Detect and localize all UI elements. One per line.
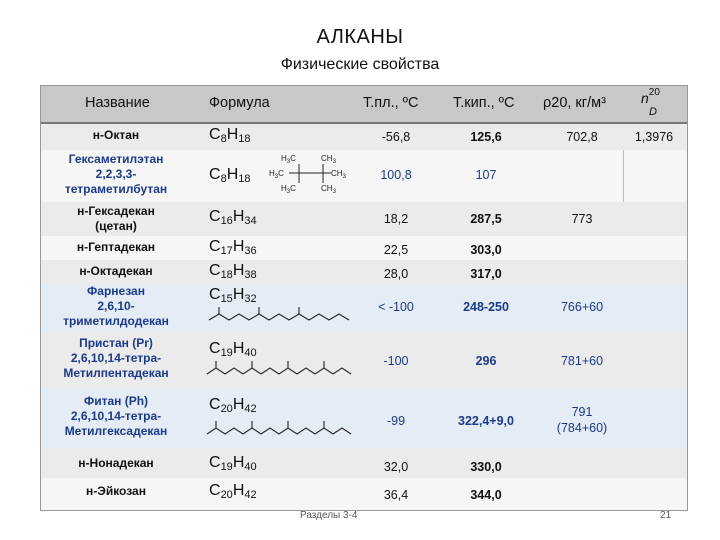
row-density-hexadecane: 773 (571, 212, 593, 226)
struct-label-h3c-1: $H_3C$ (281, 154, 296, 165)
row-name-eicosane: н-Эйкозан (86, 484, 146, 498)
header-refractive-index: $n^{20}$ D (641, 87, 660, 118)
header-formula: Формула (209, 95, 270, 111)
row-formula-nonadecane: $C_{19}H_{40}$ (209, 454, 257, 473)
header-density: ρ20, кг/м³ (543, 95, 606, 111)
row-bp-nonadecane: 330,0 (470, 460, 502, 474)
row-name-pristane: Пристан (Pr) 2,6,10,14-тетра- Метилпентадекан (63, 336, 169, 380)
header-name: Название (85, 95, 150, 111)
row-mp-heptadecane: 22,5 (383, 243, 409, 257)
farnesane-skeleton (207, 306, 353, 328)
hexamethylethane-structure (269, 152, 353, 194)
row-density-octane: 702,8 (566, 130, 598, 144)
row-name-octane: н-Октан (92, 128, 140, 142)
row-refr-octane: 1,3976 (634, 130, 674, 144)
page-number: 21 (660, 510, 672, 521)
row-density-phytane: 791 (784+60) (556, 405, 608, 435)
row-formula-hexamethylethane: $C_8H_{18}$ (209, 166, 251, 185)
row-mp-pristane: -100 (383, 354, 409, 368)
row-name-hexamethylethane: Гексаметилэтан 2,2,3,3- тетраметилбутан (64, 152, 168, 196)
row-bp-octane: 125,6 (470, 130, 502, 144)
row-mp-octane: -56,8 (381, 130, 411, 144)
struct-label-ch3-1: $CH_3$ (321, 154, 336, 165)
struct-label-h3c-3: $H_3C$ (281, 184, 296, 194)
slide-title: АЛКАНЫ (316, 26, 404, 48)
row-mp-nonadecane: 32,0 (383, 460, 409, 474)
pristane-skeleton (205, 360, 355, 382)
row-mp-farnesane: < -100 (378, 300, 414, 314)
header-melting-point: Т.пл., ºC (363, 95, 419, 111)
struct-label-h3c-2: $H_3C$ (269, 169, 284, 180)
row-formula-heptadecane: $C_{17}H_{36}$ (209, 238, 257, 257)
row-bp-octadecane: 317,0 (470, 267, 502, 281)
row-mp-eicosane: 36,4 (383, 488, 409, 502)
row-bp-hexadecane: 287,5 (470, 212, 502, 226)
refr-cell-divider (623, 150, 624, 202)
row-bp-eicosane: 344,0 (470, 488, 502, 502)
header-boiling-point: Т.кип., ºC (453, 95, 515, 111)
row-bp-farnesane: 248-250 (463, 300, 509, 314)
row-name-octadecane: н-Октадекан (79, 264, 153, 278)
row-formula-phytane: $C_{20}H_{42}$ (209, 396, 257, 415)
slide-subtitle: Физические свойства (280, 56, 440, 73)
row-name-heptadecane: н-Гептадекан (76, 240, 156, 254)
row-bp-hexamethylethane: 107 (475, 168, 497, 182)
row-bp-pristane: 296 (475, 354, 497, 368)
row-formula-octane: $C_8H_{18}$ (209, 126, 251, 145)
row-density-farnesane: 766+60 (560, 300, 604, 314)
row-name-nonadecane: н-Нонадекан (78, 456, 154, 470)
row-mp-hexadecane: 18,2 (383, 212, 409, 226)
footer-section-label: Разделы 3-4 (300, 510, 358, 521)
struct-label-ch3-3: $CH_3$ (321, 184, 336, 194)
row-bp-heptadecane: 303,0 (470, 243, 502, 257)
properties-table (40, 85, 688, 511)
row-mp-hexamethylethane: 100,8 (380, 168, 412, 182)
phytane-skeleton (205, 420, 355, 442)
row-formula-pristane: $C_{19}H_{40}$ (209, 340, 257, 359)
struct-label-ch3-2: $CH_3$ (331, 169, 346, 180)
row-formula-farnesane: $C_{15}H_{32}$ (209, 286, 257, 305)
row-name-farnesane: Фарнезан 2,6,10- триметилдодекан (63, 284, 169, 328)
row-mp-octadecane: 28,0 (383, 267, 409, 281)
row-name-hexadecane: н-Гексадекан (цетан) (77, 204, 155, 233)
row-bp-phytane: 322,4+9,0 (458, 414, 514, 428)
row-mp-phytane: -99 (386, 414, 406, 428)
row-formula-eicosane: $C_{20}H_{42}$ (209, 482, 257, 501)
row-formula-octadecane: $C_{18}H_{38}$ (209, 262, 257, 281)
row-density-pristane: 781+60 (560, 354, 604, 368)
row-formula-hexadecane: $C_{16}H_{34}$ (209, 208, 257, 227)
row-name-phytane: Фитан (Ph) 2,6,10,14-тетра- Метилгексадекан (64, 394, 168, 438)
